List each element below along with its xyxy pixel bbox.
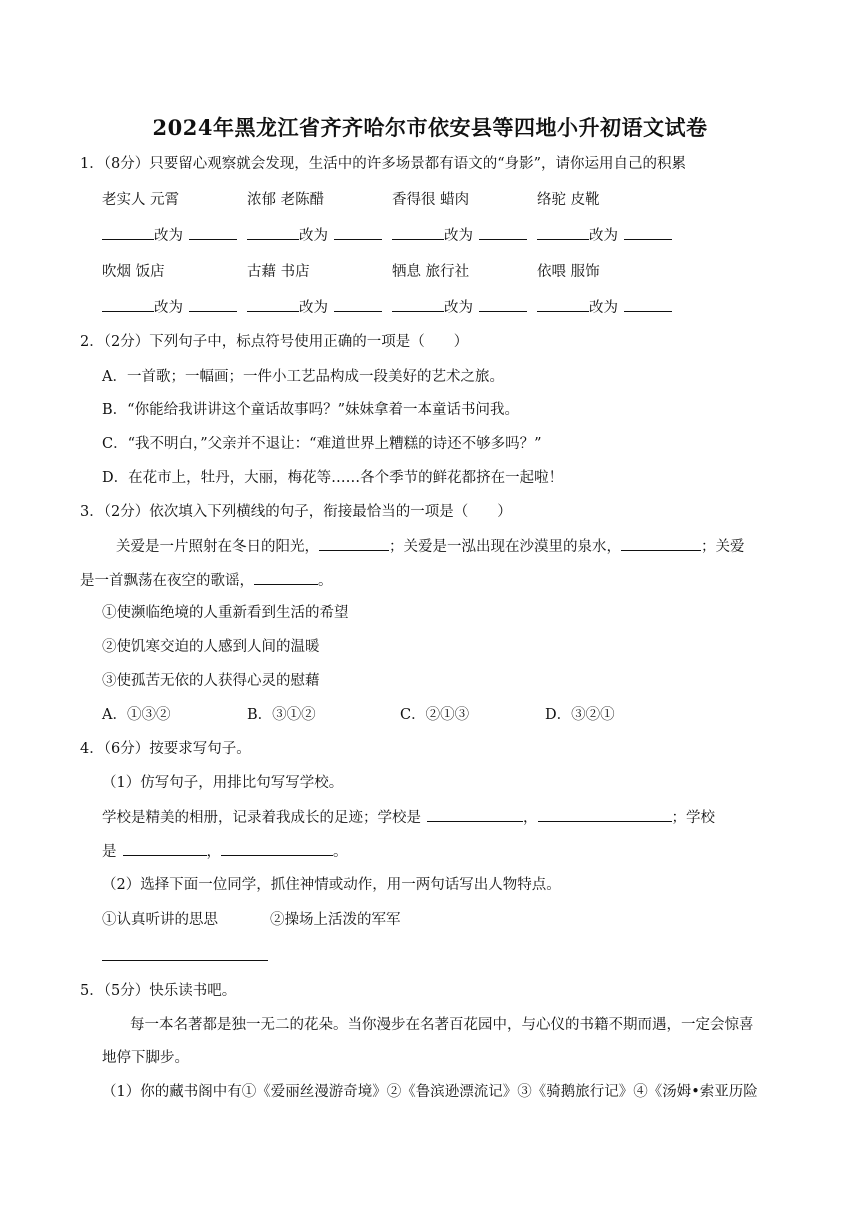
word-pair: 吹烟 饭店 <box>102 264 165 280</box>
question-4-stem: 4．（6分）按要求写句子。 <box>80 741 251 757</box>
correction-line <box>247 225 382 246</box>
answer-blank[interactable] <box>247 225 299 240</box>
change-label: 改为 <box>444 228 473 244</box>
answer-blank[interactable] <box>189 225 237 240</box>
change-label: 改为 <box>299 300 328 316</box>
prompt-text: ， <box>206 844 221 860</box>
choice-c[interactable]: C．②①③ <box>400 707 470 723</box>
choice-a[interactable]: A．①③② <box>102 707 171 723</box>
answer-blank[interactable] <box>392 225 444 240</box>
answer-blank[interactable] <box>334 225 382 240</box>
answer-blank[interactable] <box>392 297 444 312</box>
answer-blank[interactable] <box>247 297 299 312</box>
passage-text: 。 <box>318 573 333 589</box>
sub-2-option-2: ②操场上活泼的军军 <box>270 912 401 928</box>
question-3-passage <box>116 536 745 557</box>
correction-line <box>392 297 527 318</box>
prompt-text: 。 <box>333 844 348 860</box>
answer-line[interactable] <box>102 960 268 961</box>
answer-blank[interactable] <box>537 297 589 312</box>
page-title: 2024年黑龙江省齐齐哈尔市依安县等四地小升初语文试卷 <box>152 115 708 140</box>
answer-blank[interactable] <box>334 297 382 312</box>
sub-question-2: （2）选择下面一位同学，抓住神情或动作，用一两句话写出人物特点。 <box>102 877 561 893</box>
answer-blank[interactable] <box>624 225 672 240</box>
change-label: 改为 <box>589 228 618 244</box>
sub-question-1-text <box>102 807 715 828</box>
option-a[interactable]: A．一首歌；一幅画；一件小工艺品构成一段美好的艺术之旅。 <box>102 369 504 385</box>
correction-line <box>102 225 237 246</box>
answer-blank[interactable] <box>123 841 207 856</box>
prompt-text: ；学校 <box>671 810 715 826</box>
answer-blank[interactable] <box>254 570 318 585</box>
correction-line <box>102 297 237 318</box>
correction-line <box>247 297 382 318</box>
answer-blank[interactable] <box>319 536 389 551</box>
prompt-text: 学校是精美的相册，记录着我成长的足迹；学校是 <box>102 810 421 826</box>
word-pair: 络驼 皮靴 <box>537 192 600 208</box>
answer-blank[interactable] <box>538 807 672 822</box>
option-c[interactable]: C．“我不明白，”父亲并不退让：“难道世界上糟糕的诗还不够多吗？” <box>102 436 542 452</box>
prompt-text: 是 <box>102 844 117 860</box>
change-label: 改为 <box>444 300 473 316</box>
change-label: 改为 <box>154 300 183 316</box>
answer-blank[interactable] <box>537 225 589 240</box>
sub-question-1: （1）仿写句子，用排比句写写学校。 <box>102 775 344 791</box>
passage-text: ；关爱是一泓出现在沙漠里的泉水， <box>389 539 621 555</box>
answer-blank[interactable] <box>479 225 527 240</box>
word-pair: 依喂 服饰 <box>537 264 600 280</box>
prompt-text: ， <box>523 810 538 826</box>
choice-b[interactable]: B．③①② <box>247 707 316 723</box>
question-5-paragraph-cont: 地停下脚步。 <box>102 1050 189 1066</box>
word-pair: 浓郁 老陈醋 <box>247 192 325 208</box>
answer-blank[interactable] <box>479 297 527 312</box>
passage-text: 关爱是一片照射在冬日的阳光， <box>116 539 319 555</box>
sub-question-1-text-cont <box>102 841 348 862</box>
answer-blank[interactable] <box>624 297 672 312</box>
question-3-passage-cont <box>80 570 333 591</box>
correction-line <box>392 225 527 246</box>
passage-text: ；关爱 <box>701 539 745 555</box>
question-5-sub-1: （1）你的藏书阁中有①《爱丽丝漫游奇境》②《鲁滨逊漂流记》③《骑鹅旅行记》④《汤姆•索亚历险 <box>102 1084 758 1100</box>
item-1: ①使濒临绝境的人重新看到生活的希望 <box>102 605 349 621</box>
word-pair: 古藉 书店 <box>247 264 310 280</box>
answer-blank[interactable] <box>102 297 154 312</box>
choice-d[interactable]: D．③②① <box>545 707 615 723</box>
question-5-paragraph: 每一本名著都是独一无二的花朵。当你漫步在名著百花园中，与心仪的书籍不期而遇，一定会惊喜 <box>130 1017 754 1033</box>
item-2: ②使饥寒交迫的人感到人间的温暖 <box>102 639 320 655</box>
answer-blank[interactable] <box>621 536 701 551</box>
change-label: 改为 <box>589 300 618 316</box>
sub-2-option-1: ①认真听讲的思思 <box>102 912 218 928</box>
passage-text: 是一首飘荡在夜空的歌谣， <box>80 573 254 589</box>
question-1-stem: 1．（8分）只要留心观察就会发现，生活中的许多场景都有语文的“身影”，请你运用自己的积累 <box>80 156 687 172</box>
question-5-stem: 5．（5分）快乐读书吧。 <box>80 983 237 999</box>
correction-line <box>537 297 672 318</box>
answer-blank[interactable] <box>221 841 333 856</box>
correction-line <box>537 225 672 246</box>
answer-blank[interactable] <box>102 225 154 240</box>
question-2-stem: 2．（2分）下列句子中，标点符号使用正确的一项是（ ） <box>80 334 469 350</box>
word-pair: 牺息 旅行社 <box>392 264 470 280</box>
change-label: 改为 <box>154 228 183 244</box>
word-pair: 老实人 元霄 <box>102 192 180 208</box>
item-3: ③使孤苦无依的人获得心灵的慰藉 <box>102 673 320 689</box>
option-b[interactable]: B．“你能给我讲讲这个童话故事吗？”妹妹拿着一本童话书问我。 <box>102 402 519 418</box>
answer-blank[interactable] <box>189 297 237 312</box>
question-3-stem: 3．（2分）依次填入下列横线的句子，衔接最恰当的一项是（ ） <box>80 504 512 520</box>
word-pair: 香得很 蜡肉 <box>392 192 470 208</box>
change-label: 改为 <box>299 228 328 244</box>
answer-blank[interactable] <box>427 807 523 822</box>
option-d[interactable]: D．在花市上，牡丹，大丽，梅花等……各个季节的鲜花都挤在一起啦！ <box>102 470 564 486</box>
